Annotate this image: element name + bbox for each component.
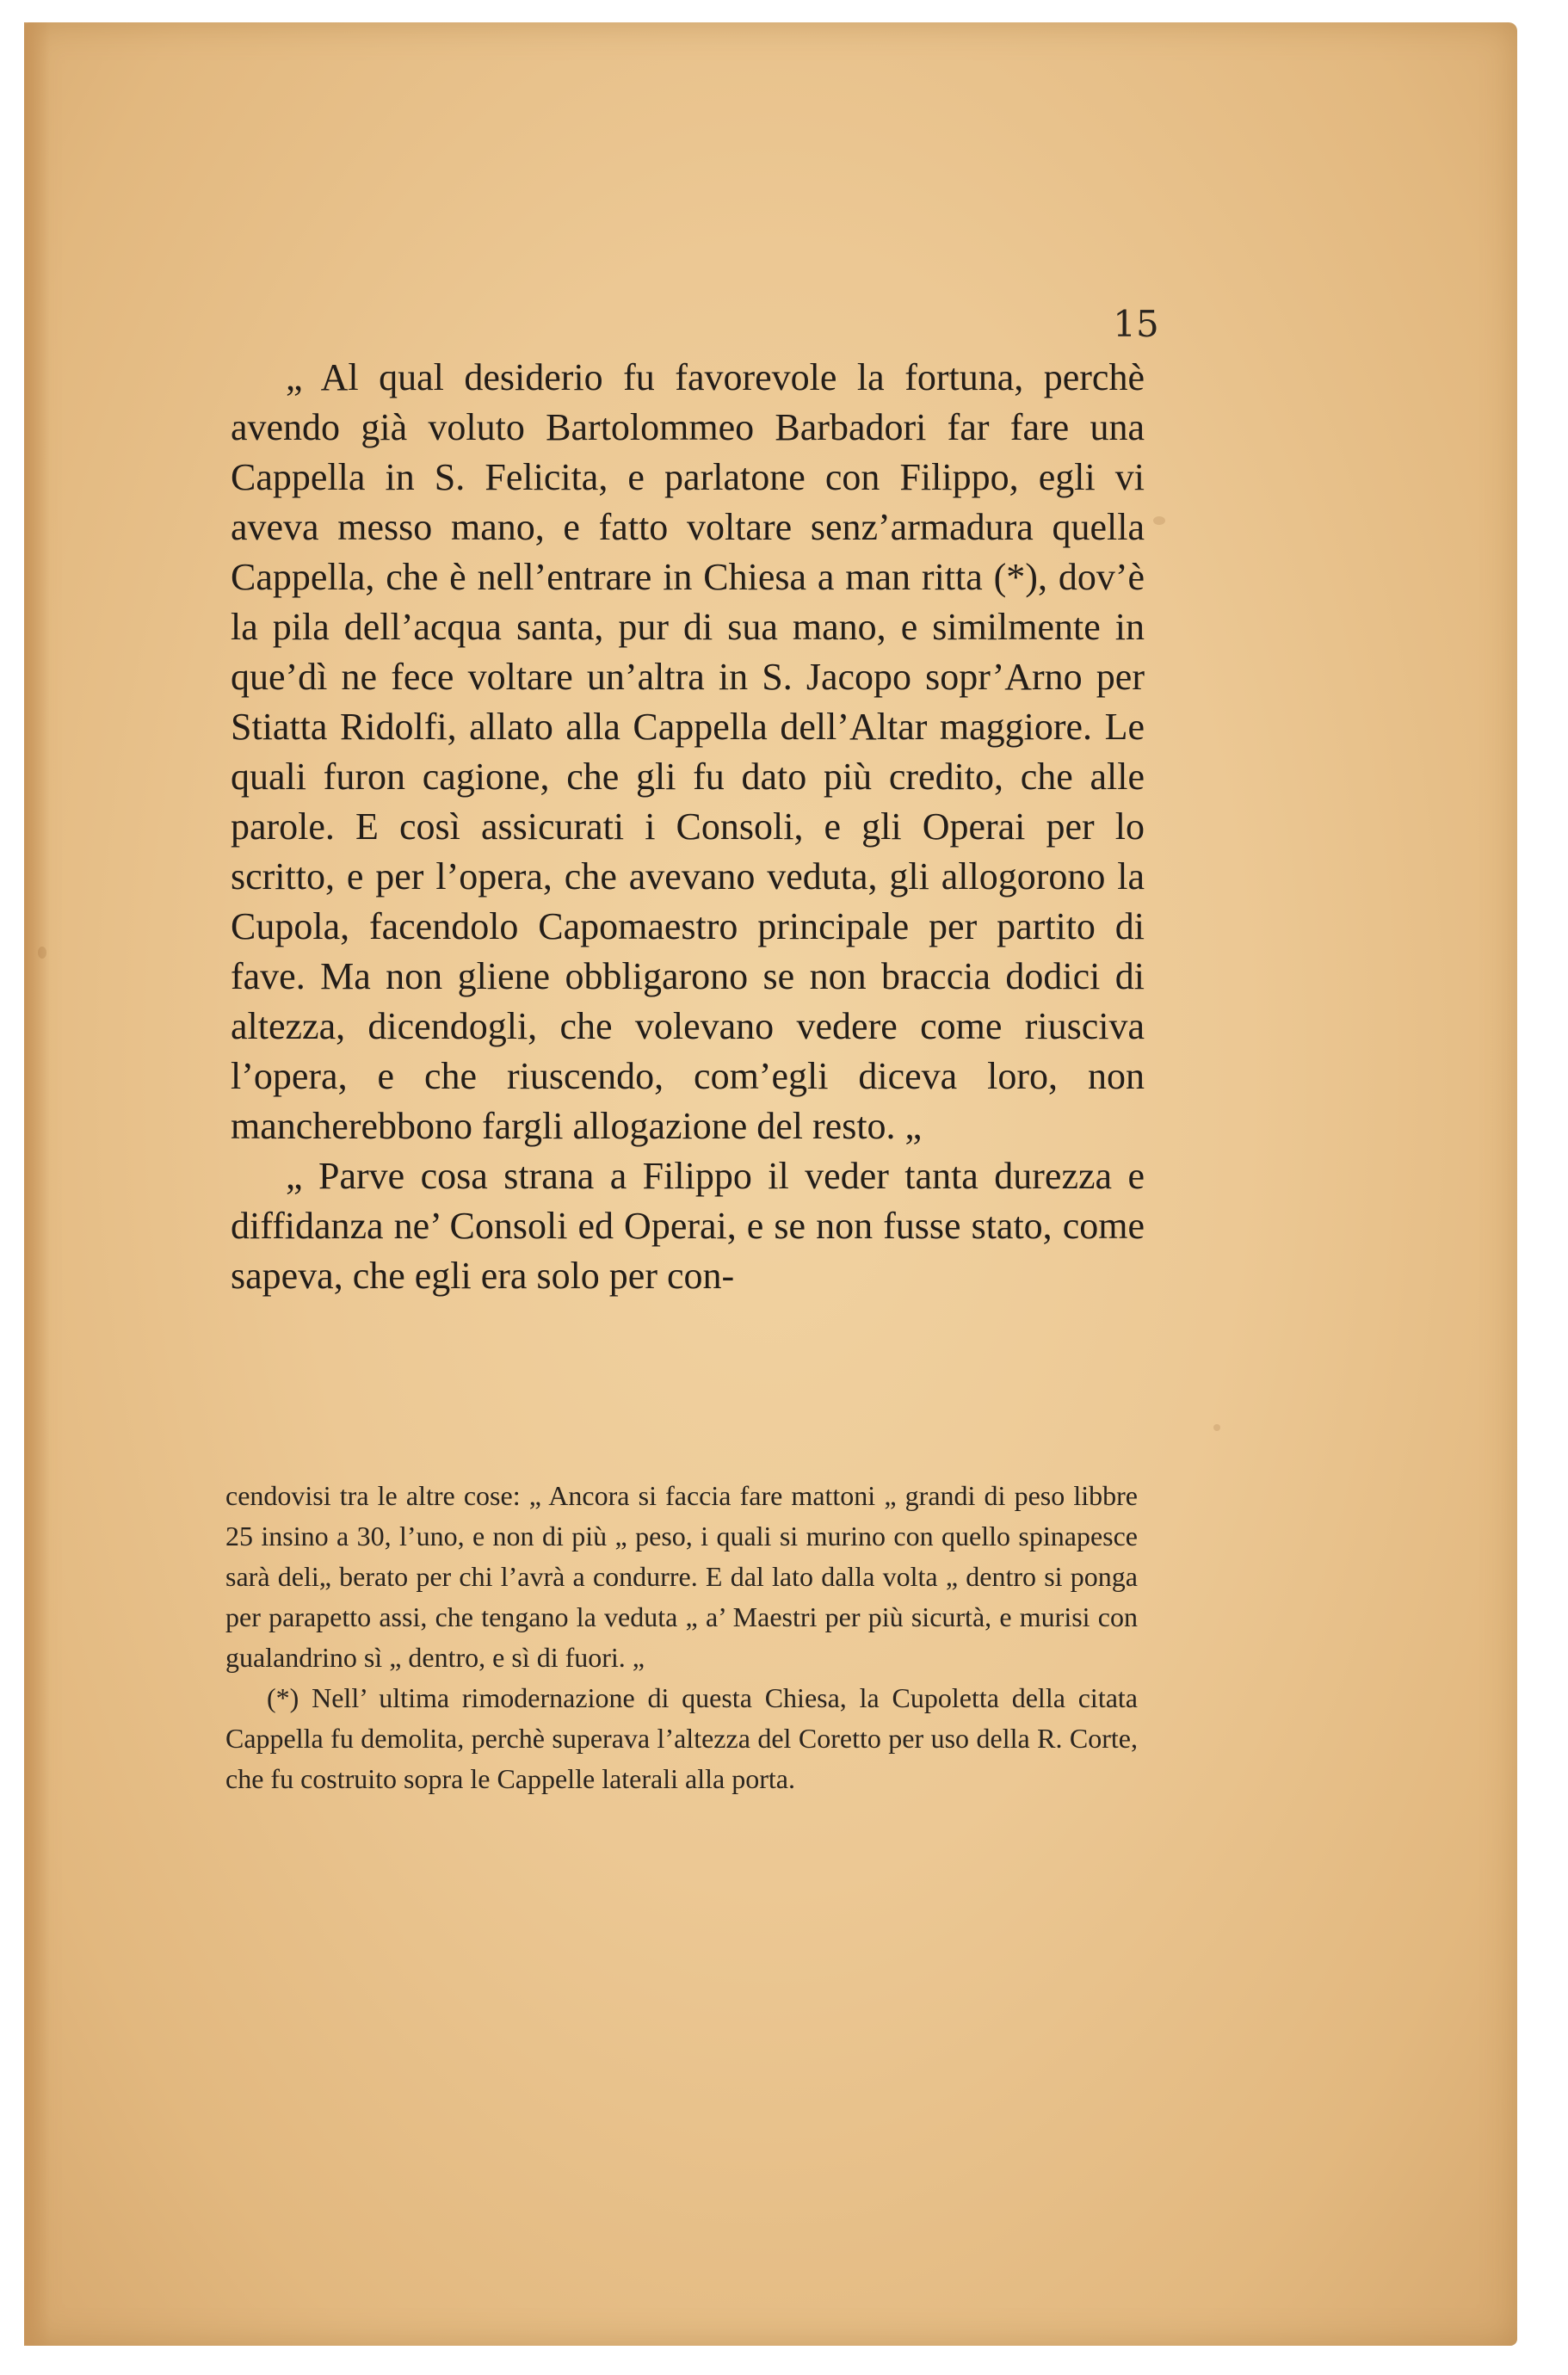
main-text-body [231, 353, 1145, 1301]
footnote-continuation: cendovisi tra le altre cose: „ Ancora si faccia fare mattoni „ grandi di peso libbre 25 insino a 30, l’uno, e non di più „ peso, i quali si murino con quello spinapesce sarà deli„ berato per chi l’avrà a condurre. E dal lato dalla volta „ dentro si ponga per parapetto assi, che tengano la veduta „ a’ Maestri per più sicurtà, e murisi con gualandrino sì „ dentro, e sì di fuori. „ [225, 1480, 1138, 1673]
paper-spot [1153, 516, 1165, 525]
page-number: 15 [1113, 303, 1159, 345]
footnotes [225, 1476, 1138, 1799]
main-paragraph: „ Parve cosa strana a Filippo il veder tanta durezza e diffidanza ne’ Consoli ed Operai, e se non fusse stato, come sapeva, che egli era solo per con- [231, 1155, 1145, 1297]
footnote-asterisk: (*) Nell’ ultima rimodernazione di questa Chiesa, la Cupoletta della citata Cappella fu demolita, perchè superava l’altezza del Coretto per uso della R. Corte, che fu costruito sopra le Cappelle laterali alla porta. [225, 1682, 1138, 1794]
paper-spot [38, 947, 46, 959]
main-paragraph: „ Al qual desiderio fu favorevole la fortuna, perchè avendo già voluto Bartolommeo Barbadori far fare una Cappella in S. Felicita, e parlatone con Filippo, egli vi aveva messo mano, e fatto voltare senz’armadura quella Cappella, che è nell’entrare in Chiesa a man ritta (*), dov’è la pila dell’acqua santa, pur di sua mano, e similmente in que’dì ne fece voltare un’altra in S. Jacopo sopr’Arno per Stiatta Ridolfi, allato alla Cappella dell’Altar maggiore. Le quali furon cagione, che gli fu dato più credito, che alle parole. E così assicurati i Consoli, e gli Operai per lo scritto, e per l’opera, che avevano veduta, gli allogorono la Cupola, facendolo Capomaestro principale per partito di fave. Ma non gliene obbligarono se non braccia dodici di altezza, dicendogli, che volevano vedere come riusciva l’opera, e che riuscendo, com’egli diceva loro, non mancherebbono fargli allogazione del resto. „ [231, 356, 1145, 1147]
paper-spot [1213, 1424, 1220, 1431]
paper-edge-shading [24, 22, 50, 2346]
